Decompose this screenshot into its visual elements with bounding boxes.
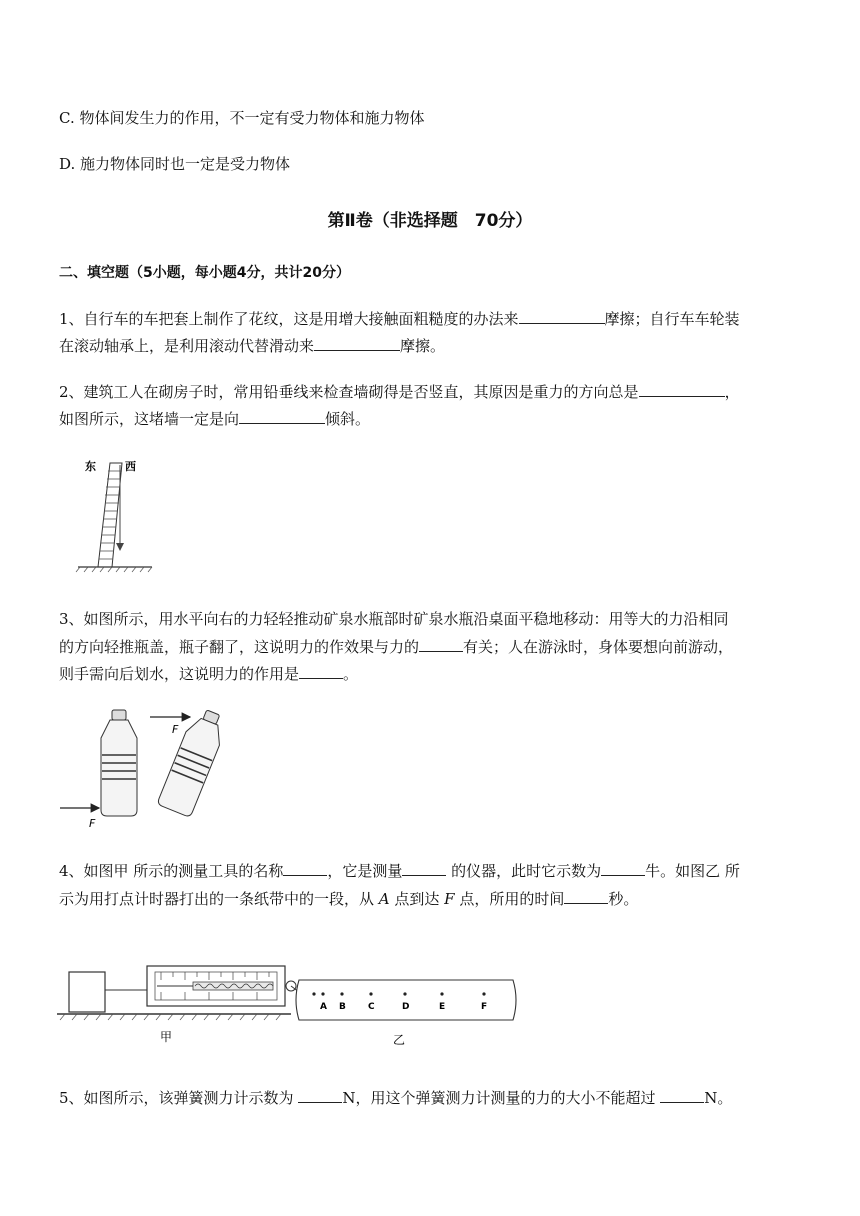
q3-line-3 bbox=[59, 664, 358, 684]
upright-bottle bbox=[101, 710, 137, 816]
q1-line-2 bbox=[59, 336, 445, 356]
q1-line-1 bbox=[59, 309, 740, 329]
q5-line bbox=[59, 1088, 732, 1108]
q3-text-c: 则手需向后划水，这说明力的作用是 bbox=[59, 665, 300, 683]
tape-dot-c bbox=[369, 992, 372, 995]
q1-text-c: 在滚动轴承上，是利用滚动代替滑动来 bbox=[59, 337, 315, 355]
tape-label-a: A bbox=[320, 1002, 327, 1012]
q4-line-1 bbox=[59, 861, 740, 881]
measurement-figure bbox=[55, 958, 525, 1050]
q4-text-d: 牛。如图乙 所 bbox=[645, 862, 740, 880]
q2-line-1 bbox=[59, 382, 740, 402]
q3-line-1: 3、如图所示，用水平向右的力轻轻推动矿泉水瓶部时矿泉水瓶沿桌面平稳地移动：用等大的力沿相同 bbox=[59, 610, 729, 628]
ground-hatch bbox=[76, 567, 152, 572]
q5-blank-2[interactable] bbox=[660, 1088, 704, 1103]
point-f-label: F bbox=[444, 890, 455, 908]
q2-line-2 bbox=[59, 409, 370, 429]
q1-blank-2[interactable] bbox=[314, 336, 400, 351]
part-title: 第Ⅱ卷（非选择题 70分） bbox=[327, 211, 533, 231]
q2-blank-2[interactable] bbox=[239, 409, 325, 424]
tape-dot-a bbox=[321, 992, 324, 995]
q5-text-b: N，用这个弹簧测力计测量的力的大小不能超过 bbox=[342, 1089, 661, 1107]
leaning-wall-figure bbox=[70, 455, 160, 580]
tape-label-e: E bbox=[439, 1002, 446, 1012]
q4-text-f: 点到达 bbox=[389, 890, 445, 908]
tape-label-c: C bbox=[368, 1002, 375, 1012]
tape-dot-d bbox=[403, 992, 406, 995]
tape-dot-b bbox=[340, 992, 343, 995]
option-c: C. 物体间发生力的作用，不一定有受力物体和施力物体 bbox=[59, 109, 425, 127]
tape-label-d: D bbox=[402, 1002, 410, 1012]
q4-line-2 bbox=[59, 889, 638, 909]
q4-text-e: 示为用打点计时器打出的一条纸带中的一段，从 bbox=[59, 890, 379, 908]
q4-blank-4[interactable] bbox=[564, 889, 608, 904]
q5-text-a: 5、如图所示，该弹簧测力计示数为 bbox=[59, 1089, 299, 1107]
west-label: 西 bbox=[125, 460, 136, 473]
east-label: 东 bbox=[85, 460, 96, 473]
q4-blank-1[interactable] bbox=[283, 861, 327, 876]
tape-label-b: B bbox=[339, 1002, 346, 1012]
tape-dot-lead bbox=[312, 992, 315, 995]
option-d: D. 施力物体同时也一定是受力物体 bbox=[59, 155, 291, 173]
plumb-bob bbox=[116, 543, 124, 551]
q3-blank-2[interactable] bbox=[299, 664, 343, 679]
q3-blank-1[interactable] bbox=[419, 637, 463, 652]
tape-label-f: F bbox=[481, 1002, 488, 1012]
q4-text-g: 点，所用的时间 bbox=[454, 890, 565, 908]
spring-scale bbox=[147, 966, 296, 1006]
q1-blank-1[interactable] bbox=[519, 309, 605, 324]
tilted-bottle bbox=[157, 706, 230, 818]
q1-text-d: 摩擦。 bbox=[400, 337, 446, 355]
q4-text-b: ，它是测量 bbox=[327, 862, 403, 880]
q3-line-2 bbox=[59, 637, 733, 657]
jia-label: 甲 bbox=[160, 1030, 173, 1044]
q1-text-b: 摩擦；自行车车轮装 bbox=[604, 310, 740, 328]
q4-blank-2[interactable] bbox=[402, 861, 446, 876]
q1-text-a: 1、自行车的车把套上制作了花纹，这是用增大接触面粗糙度的办法来 bbox=[59, 310, 519, 328]
q2-text-d: 倾斜。 bbox=[325, 410, 371, 428]
bottles-figure bbox=[55, 700, 230, 835]
tape-dot-f bbox=[482, 992, 485, 995]
force-label-bottom: F bbox=[89, 817, 96, 830]
block bbox=[69, 972, 105, 1012]
yi-label: 乙 bbox=[393, 1033, 406, 1047]
table-hatch bbox=[60, 1014, 281, 1020]
q4-text-h: 秒。 bbox=[608, 890, 639, 908]
q4-blank-3[interactable] bbox=[601, 861, 645, 876]
tape-dot-e bbox=[440, 992, 443, 995]
point-a-label: A bbox=[378, 890, 390, 908]
section-title: 二、填空题（5小题，每小题4分，共计20分） bbox=[59, 265, 350, 281]
q5-blank-1[interactable] bbox=[298, 1088, 342, 1103]
q4-text-c: 的仪器，此时它示数为 bbox=[446, 862, 602, 880]
paper-tape bbox=[296, 980, 516, 1020]
q2-text-c: 如图所示，这堵墙一定是向 bbox=[59, 410, 240, 428]
q3-text-d: 。 bbox=[343, 665, 359, 683]
q4-text-a: 4、如图甲 所示的测量工具的名称 bbox=[59, 862, 284, 880]
q2-text-a: 2、建筑工人在砌房子时，常用铅垂线来检查墙砌得是否竖直，其原因是重力的方向总是 bbox=[59, 383, 639, 401]
q2-text-b: ， bbox=[724, 383, 740, 401]
force-label-top: F bbox=[172, 723, 179, 736]
q5-text-c: N。 bbox=[704, 1089, 733, 1107]
q2-blank-1[interactable] bbox=[639, 382, 725, 397]
q3-text-b: 有关；人在游泳时，身体要想向前游动， bbox=[463, 638, 734, 656]
q3-text-a: 的方向轻推瓶盖，瓶子翻了，这说明力的作效果与力的 bbox=[59, 638, 420, 656]
